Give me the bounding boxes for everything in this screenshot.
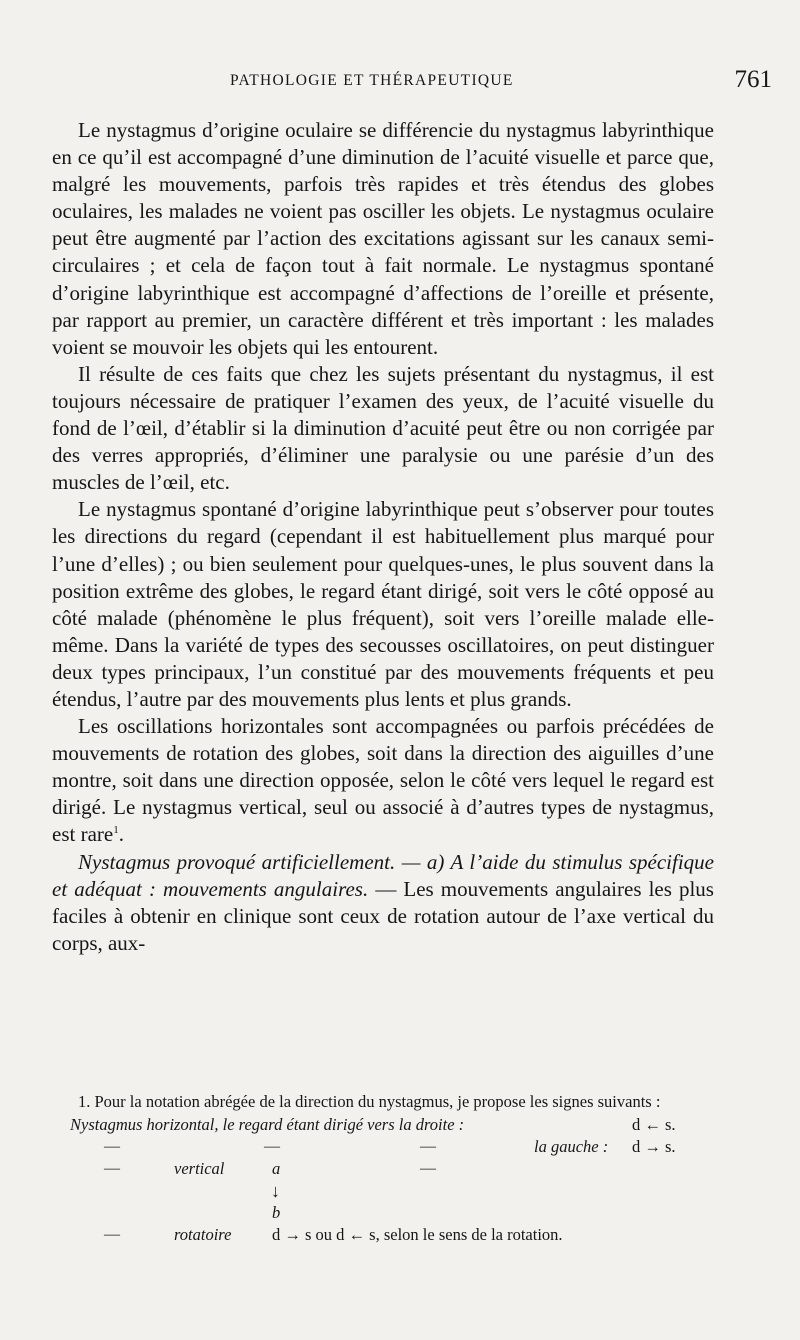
paragraph-5-text: — Les mouvements angulaires les plus faciles à obtenir en clinique sont ceux de rotation autour de l’axe vertical du corps, aux-: [52, 876, 714, 955]
notation-term: la gauche :: [534, 1137, 609, 1156]
footnote-number: 1.: [78, 1092, 91, 1111]
footnote: [52, 1091, 716, 1248]
notation-term: rotatoire: [174, 1225, 232, 1244]
paragraph-4: [52, 713, 714, 848]
ditto-dash: —: [104, 1226, 120, 1243]
notation-row-rotatory: [52, 1224, 716, 1246]
page-header: [52, 66, 772, 100]
paragraph-4-text: Les oscillations horizontales sont accompagnées ou parfois précédées de mouvements de rotation des globes, soit dans la direction des aiguilles d’une montre, soit dans une direction opposée, selon le côté vers lequel le regard est dirigé. Le nystagmus vertical, seul ou associé à d’autres types de nystagmus, est rare: [52, 714, 714, 847]
footnote-intro: [52, 1091, 716, 1113]
down-arrow-icon: ↓: [271, 1181, 280, 1201]
notation-symbol-a: a: [272, 1159, 281, 1178]
notation-row-horizontal-left: [52, 1136, 716, 1158]
ditto-dash: —: [420, 1160, 436, 1177]
notation-symbol: d → s ou d ← s, selon le sens de la rotation.: [272, 1225, 563, 1244]
notation-symbol: d ← s.: [632, 1115, 676, 1134]
notation-row-b: [52, 1202, 716, 1224]
running-head: PATHOLOGIE ET THÉRAPEUTIQUE: [230, 72, 514, 89]
notation-term: vertical: [174, 1159, 225, 1178]
ditto-dash: —: [104, 1160, 120, 1177]
footnote-reference: 1: [113, 824, 119, 837]
paragraph-4-end: .: [118, 822, 124, 847]
section-heading-italic: Nystagmus provoqué artificiellement. — a) A l’aide du stimulus spécifique et adéquat : mouvements angulaires.: [52, 849, 714, 901]
paragraph-2: Il résulte de ces faits que chez les sujets présentant du nystagmus, il est toujours nécessaire de pratiquer l’examen des yeux, de l’acuité visuelle du fond de l’œil, d’établir si la diminution d’acuité peut être ou non corrigée par des verres appropriés, d’éliminer une paralysie ou une parésie d’un des muscles de l’œil, etc.: [52, 361, 714, 495]
ditto-dash: —: [420, 1138, 436, 1155]
notation-term: Nystagmus horizontal, le regard étant dirigé vers la droite :: [70, 1115, 465, 1134]
notation-symbol-b: b: [272, 1203, 281, 1222]
ditto-dash: —: [104, 1138, 120, 1155]
paragraph-5: [52, 849, 714, 957]
notation-row-arrow: [52, 1180, 716, 1202]
ditto-dash: —: [264, 1138, 280, 1155]
notation-table: [52, 1114, 716, 1248]
body-text: [52, 117, 714, 957]
page-number: 761: [734, 66, 772, 93]
notation-row-horizontal-right: [52, 1114, 716, 1136]
footnote-text: Pour la notation abrégée de la direction du nystagmus, je propose les signes suivants :: [94, 1092, 661, 1111]
notation-symbol: d → s.: [632, 1137, 676, 1156]
notation-row-vertical: [52, 1158, 716, 1180]
paragraph-3: Le nystagmus spontané d’origine labyrinthique peut s’observer pour toutes les directions du regard (cependant il est habituellement plus marqué pour l’une d’elles) ; ou bien seulement pour quelques-unes, le plus souvent dans la position extrême des globes, le regard étant dirigé, soit vers le côté opposé au côté malade (phénomène le plus fréquent), soit vers l’oreille malade elle-même. Dans la variété de types des secousses oscillatoires, on peut distinguer deux types principaux, l’un constitué par des mouvements fréquents et peu étendus, l’autre par des mouvements plus lents et plus grands.: [52, 497, 714, 711]
paragraph-1: Le nystagmus d’origine oculaire se différencie du nystagmus labyrinthique en ce qu’il est accompagné d’une diminution de l’acuité visuelle et parce que, malgré les mouvements, parfois très rapides et très étendus des globes oculaires, les malades ne voient pas osciller les objets. Le nystagmus oculaire peut être augmenté par l’action des excitations agissant sur les canaux semi-circulaires ; et cela de façon tout à fait normale. Le nystagmus spontané d’origine labyrinthique est accompagné d’affections de l’oreille et présente, par rapport au premier, un caractère différent et très important : les malades voient se mouvoir les objets qui les entourent.: [52, 118, 714, 359]
